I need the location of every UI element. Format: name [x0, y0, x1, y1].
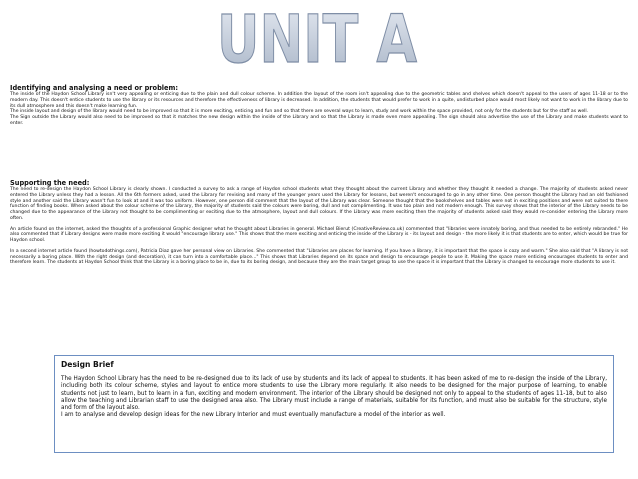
- design-brief-paragraph-2: I am to analyse and develop design ideas for the new Library Interior and must eventually manufacture a model of the interior as well.: [61, 412, 446, 419]
- identify-section: [10, 84, 628, 127]
- unit-a-title: UNIT A: [217, 1, 417, 78]
- identify-paragraph-1: The inside of the Haydon School Library isn't very appealing or enticing due to the plain and dull colour scheme. In addition the layout of the room isn't appealing due to the geometric tables and shelves which doesn't appeal to the users of ages 11-18 or to the modern day. This doesn't entice students to use the library or its resources and therefore the effectiveness of library is decreased. In addition, the students that would prefer to work in a quite, undisturbed place would most likely not want to work in the library due to its dull atmosphere and this doesn't make learning fun.: [10, 92, 628, 109]
- support-section: [10, 179, 628, 266]
- design-brief-box: [54, 355, 614, 453]
- support-paragraph-3: In a second internet article found (howtodothings.com), Patricia Diaz gave her personal view on Libraries. She commented that "Libraries are places for learning. If you have a library, it is important that the space is cozy and warm." She also said that "A library is not necessarily a boring place. With the right design (and decoration), it can turn into a comfortable place..." This shows that Libraries depend on its space and design to encourage people to use it. Making the space more enticing encourages students to enter and therefore learn. The students at Haydon School think that the Library is a boring place to be in, due to its boring design, and because they are the main target group to use the space it is important that the Library is changed to encourage more students to use it.: [10, 248, 628, 266]
- design-brief-paragraph-1: The Haydon School Library has the need to be re-designed due to its lack of use by students and its lack of appeal to students. It has been asked of me to re-design the inside of the Library, including both its colour scheme, styles and layout to entice more students to use the Library more regularly. It also needs to be designed for the major purpose of learning, to enable students not just to learn, but to learn in a fun, exciting and modern environment. The interior of the Library should be designed not only to appeal to the students of ages 11-18, but to also allow the teaching and Librarian staff to use the designed area also. The Library must include a range of materials, suitable for its function, and must also be suitable for the structure, style and form of the layout also.: [61, 376, 607, 412]
- identify-heading: Identifying and analysing a need or problem:: [10, 84, 179, 92]
- support-paragraph-2: An article found on the internet, asked the thoughts of a professional Graphic designer what he thought about Libraries in general. Michael Bierut (CreativeReview.co.uk) commented that "libraries were innately boring, and thus needed to be entirely rebranded." He also commented that if Library designs were made more exciting it would "encourage library use." This shows that the more exciting and enticing the inside of the Library is - its layout and design - the more likely it is that students are to enter, which would be true for Haydon school.: [10, 226, 628, 243]
- support-heading: Supporting the need:: [10, 179, 90, 187]
- unit-a-banner: [212, 1, 422, 78]
- identify-paragraph-2: The inside layout and design of the library would need to be improved so that it is more exciting, enticing and fun and so that there are several ways to learn, study and work within the space provided, not only for the students but for the staff as well.: [10, 109, 589, 115]
- identify-paragraph-3: The Sign outside the Library would also need to be improved so that it matches the new design within the inside of the Library and so that the Library is made even more appealing. The sign should also advertise the use of the Library and make students want to enter.: [10, 115, 628, 126]
- support-paragraph-1: The need to re-design the Haydon School Library is clearly shown. I conducted a survey to ask a range of Haydon school students what they thought about the current Library and whether they thought it needed a change. The majority of students asked never entered the Library unless they had a lesson. All the 6th formers asked, used the Library for revising and many of the younger years used the Library for lessons, but weren't encouraged to go in any other time. One person thought the Library had an old fashioned style and another said the Library wasn't fun to look at and it was too uniform. However, one person did comment that the layout of the Library was clear. Someone thought that the bookshelves and tables were not in exciting positions and were not suited to there function of finding books. When asked about the colour scheme of the Library, the majority of students said the colours were boring, dull and not complimenting. It was too plain and not modern enough. This survey shows that the interior of the Library needs to be changed due to the appearance of the Library not thought to be complimenting or exciting due to the atmosphere, layout and dull colours. If the Library was more exciting then the majority of students asked said they would re-consider entering the Library more often.: [10, 187, 628, 221]
- design-brief-title: Design Brief: [61, 360, 114, 369]
